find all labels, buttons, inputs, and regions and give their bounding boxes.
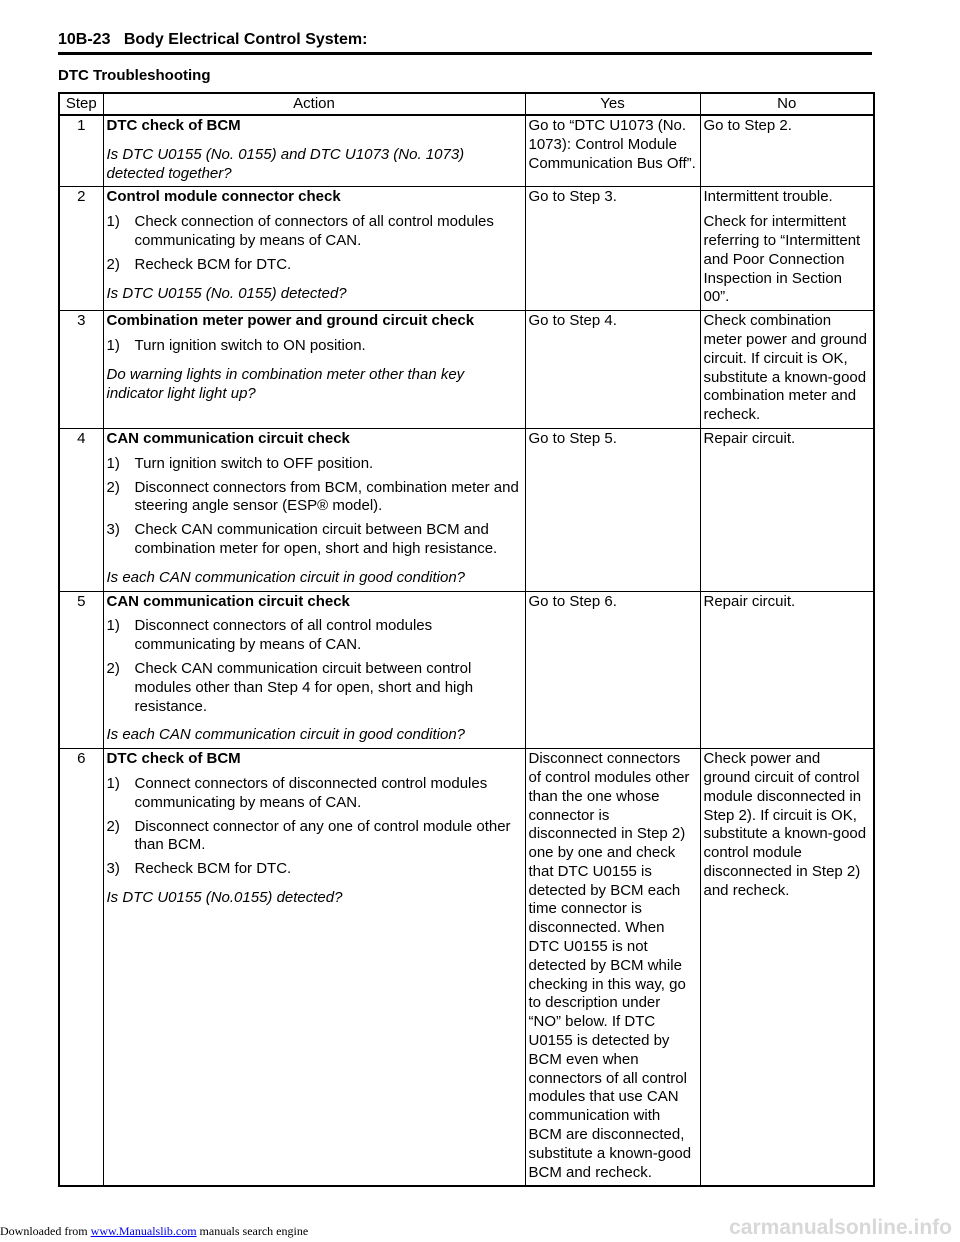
action-item-number: 3): [106, 860, 120, 878]
action-item-text: Recheck BCM for DTC.: [134, 860, 292, 878]
step-question: Is DTC U0155 (No.0155) detected?: [106, 888, 343, 906]
action-cell: [103, 311, 525, 429]
step-number: 3: [59, 311, 103, 429]
action-item-number: 3): [106, 521, 120, 539]
action-item: [107, 256, 522, 275]
action-cell: [103, 749, 525, 1187]
step-number: 4: [59, 428, 103, 591]
page-header: [58, 30, 872, 50]
action-item-text: Disconnect connectors of all control modules communicating by means of CAN.: [134, 617, 433, 654]
action-item-number: 1): [106, 336, 120, 354]
action-item: [107, 660, 522, 716]
action-item-number: 2): [106, 478, 120, 496]
no-text-extra: Check for intermittent referring to “Intermittent and Poor Connection Inspection in Section 00”.: [703, 213, 861, 306]
table-body: [59, 115, 874, 1186]
action-item: [107, 818, 522, 856]
manualslib-link[interactable]: www.Manualslib.com: [90, 1224, 197, 1238]
action-item-number: 1): [106, 213, 120, 231]
chapter-title: Body Electrical Control System:: [123, 31, 368, 48]
dtc-troubleshooting-table: [58, 92, 875, 1187]
action-item-text: Check CAN communication circuit between control modules other than Step 4 for open, short and high resistance.: [134, 659, 474, 715]
yes-cell: Go to Step 5.: [525, 428, 700, 591]
table-row: [59, 428, 874, 591]
col-header-yes: Yes: [525, 93, 700, 115]
table-row: [59, 311, 874, 429]
yes-cell: Disconnect connectors of control modules other than the one whose connector is disconnected in Step 2) one by one and check that DTC U0155 is detected by BCM each time connector is disconnected. When DTC U0155 is not detected by BCM while checking in this way, go to description under “NO” below. If DTC U0155 is detected by BCM even when connectors of all control modules that use CAN communication with BCM are disconnected, substitute a known-good BCM and recheck.: [525, 749, 700, 1187]
step-number: 1: [59, 115, 103, 187]
col-header-action: Action: [103, 93, 525, 115]
action-item-number: 2): [106, 659, 120, 677]
action-list: [107, 455, 522, 559]
action-cell: [103, 428, 525, 591]
table-row: [59, 591, 874, 749]
watermark: carmanualsonline.info: [729, 1216, 952, 1239]
action-item-text: Recheck BCM for DTC.: [134, 255, 292, 273]
step-question: Is each CAN communication circuit in good condition?: [106, 726, 466, 744]
step-title: CAN communication circuit check: [106, 429, 350, 447]
action-item-text: Turn ignition switch to ON position.: [134, 336, 366, 354]
action-item-text: Disconnect connector of any one of control module other than BCM.: [134, 817, 511, 854]
table-row: [59, 115, 874, 187]
no-cell: [700, 115, 874, 187]
action-item: [107, 213, 522, 251]
action-cell: [103, 115, 525, 187]
col-header-no: No: [700, 93, 874, 115]
no-cell: [700, 311, 874, 429]
no-text: Intermittent trouble.: [703, 188, 833, 206]
step-title: DTC check of BCM: [106, 750, 241, 768]
action-item: [107, 521, 522, 559]
footer-prefix: Downloaded from: [0, 1224, 88, 1238]
no-cell: [700, 187, 874, 311]
step-number: 5: [59, 591, 103, 749]
yes-cell: Go to Step 3.: [525, 187, 700, 311]
action-item: [107, 860, 522, 879]
action-item-number: 2): [106, 817, 120, 835]
page-ref: 10B-23: [58, 31, 111, 48]
table-row: [59, 187, 874, 311]
table-row: [59, 749, 874, 1187]
action-item-text: Disconnect connectors from BCM, combination meter and steering angle sensor (ESP® model).: [134, 478, 519, 515]
no-cell: [700, 749, 874, 1187]
action-item: [107, 337, 522, 356]
no-text: Check power and ground circuit of control module disconnected in Step 2). If circuit is OK, substitute a known-good control module disconnected in Step 2) and recheck.: [703, 750, 867, 899]
step-question: Do warning lights in combination meter other than key indicator light light up?: [106, 365, 465, 402]
action-list: [107, 775, 522, 879]
col-header-step: Step: [59, 93, 103, 115]
step-title: DTC check of BCM: [106, 117, 241, 134]
action-cell: [103, 591, 525, 749]
action-item-number: 2): [106, 255, 120, 273]
action-item: [107, 455, 522, 474]
step-question: Is each CAN communication circuit in good condition?: [106, 568, 466, 586]
no-text: Repair circuit.: [703, 429, 796, 447]
yes-cell: Go to Step 4.: [525, 311, 700, 429]
no-text: Go to Step 2.: [703, 117, 792, 134]
yes-cell: Go to “DTC U1073 (No. 1073): Control Module Communication Bus Off”.: [525, 115, 700, 187]
step-title: Combination meter power and ground circuit check: [106, 312, 475, 330]
action-list: [107, 213, 522, 274]
action-item-text: Check connection of connectors of all control modules communicating by means of CAN.: [134, 213, 494, 249]
no-cell: [700, 428, 874, 591]
action-cell: [103, 187, 525, 311]
header-rule: [58, 52, 872, 55]
action-item: [107, 775, 522, 813]
step-title: Control module connector check: [106, 188, 341, 206]
page-footer: [0, 1224, 308, 1238]
no-text: Check combination meter power and ground circuit. If circuit is OK, substitute a known-good combination meter and recheck.: [703, 312, 867, 424]
action-list: [107, 337, 522, 356]
action-item-text: Turn ignition switch to OFF position.: [134, 454, 374, 472]
step-question: Is DTC U0155 (No. 0155) and DTC U1073 (No. 1073) detected together?: [106, 145, 465, 182]
action-item-text: Check CAN communication circuit between BCM and combination meter for open, short and high resistance.: [134, 521, 498, 557]
yes-cell: Go to Step 6.: [525, 591, 700, 749]
step-question: Is DTC U0155 (No. 0155) detected?: [106, 284, 347, 302]
action-item-text: Connect connectors of disconnected control modules communicating by means of CAN.: [134, 774, 488, 811]
no-text: Repair circuit.: [703, 592, 796, 610]
action-item: [107, 479, 522, 517]
action-item: [107, 617, 522, 655]
action-list: [107, 617, 522, 716]
step-title: CAN communication circuit check: [106, 592, 350, 610]
action-item-number: 1): [106, 617, 120, 635]
action-item-number: 1): [106, 774, 120, 792]
step-number: 2: [59, 187, 103, 311]
step-number: 6: [59, 749, 103, 1187]
action-item-number: 1): [106, 454, 120, 472]
section-title: DTC Troubleshooting: [58, 67, 211, 84]
footer-suffix: manuals search engine: [199, 1224, 309, 1238]
no-cell: [700, 591, 874, 749]
table-header-row: [59, 93, 874, 115]
